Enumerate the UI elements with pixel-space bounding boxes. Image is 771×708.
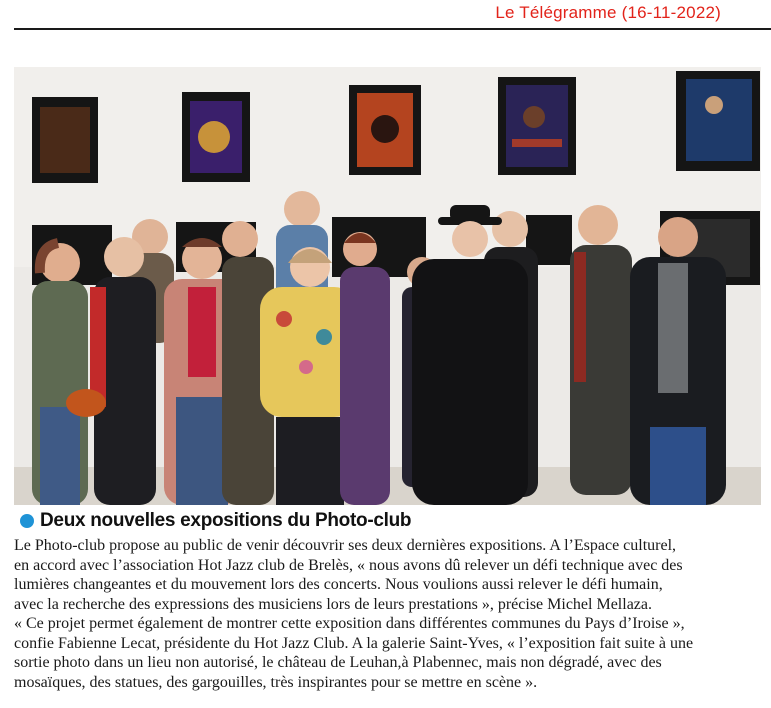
wall-frame-1 xyxy=(32,97,98,183)
wall-frame-2 xyxy=(182,92,250,182)
article-line: mosaïques, des statues, des gargouilles, très inspirantes pour se mettre en scène ». xyxy=(14,673,538,691)
article-headline xyxy=(20,507,411,535)
article-line: en accord avec l’association Hot Jazz club de Brelès, « nous avons dû relever un défi technique avec des xyxy=(14,556,683,574)
source-citation: Le Télégramme (16-11-2022) xyxy=(495,3,721,22)
article-photo xyxy=(14,67,761,505)
group-photo-illustration xyxy=(14,67,761,505)
article-line: lumières changeantes et du mouvement lors des concerts. Nous voulions aussi relever le défi humain, xyxy=(14,576,663,593)
header-rule xyxy=(14,28,771,30)
article-line: Le Photo-club propose au public de venir découvrir ses deux dernières expositions. A l’Espace culturel, xyxy=(14,537,677,554)
article-line: sortie photo dans un lieu non autorisé, le château de Leuhan,à Plabennec, mais non dégradé, avec des xyxy=(14,654,662,671)
person-front-8 xyxy=(630,217,726,505)
person-back-4 xyxy=(570,205,632,495)
article-body xyxy=(14,536,764,692)
article-line: « Ce projet permet également de montrer cette exposition dans différentes communes du Pays d’Iroise », xyxy=(14,615,685,632)
article-line: avec la recherche des expressions des musiciens lors de leurs prestations », précise Michel Mellaza. xyxy=(14,595,652,613)
headline-bullet-icon xyxy=(20,514,34,528)
wall-frame-4 xyxy=(498,77,576,175)
article-line: confie Fabienne Lecat, présidente du Hot Jazz Club. A la galerie Saint-Yves, « l’exposition fait suite à une xyxy=(14,634,694,652)
headline-text: Deux nouvelles expositions du Photo-club xyxy=(40,510,412,531)
wall-frame-5 xyxy=(676,71,760,171)
person-front-6 xyxy=(340,232,390,505)
wall-frame-3 xyxy=(349,85,421,175)
